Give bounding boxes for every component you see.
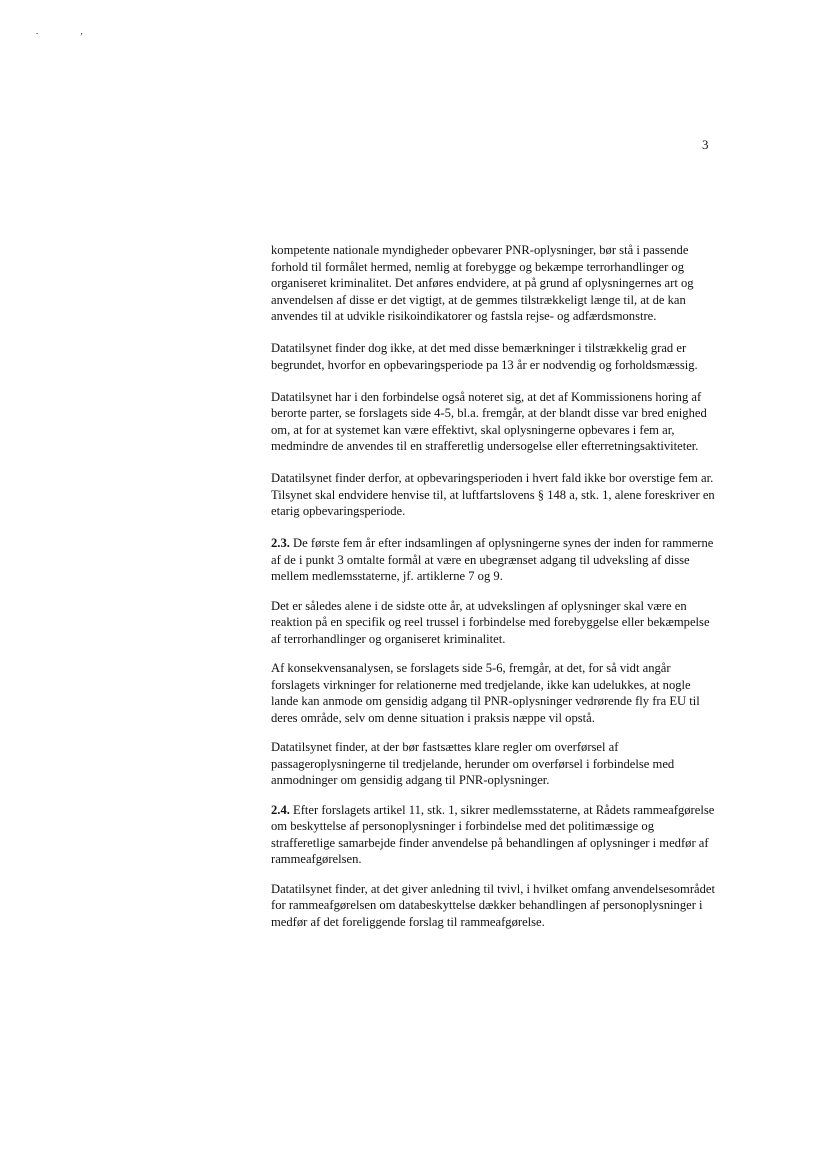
section-number-2-3: 2.3. [271, 536, 290, 550]
paragraph-8: Datatilsynet finder, at der bør fastsættes klare regler om overførsel af passageroplysningerne til tredjelande, herunder om overførsel i forbindelse med anmodninger om gensidig adgang til PNR-oplysninger. [271, 740, 675, 787]
paragraph-1: kompetente nationale myndigheder opbevarer PNR-oplysninger, bør stå i passende forhold til formålet hermed, nemlig at forebygge og bekæmpe terrorhandlinger og organiseret kriminalitet. Det anføres endvidere, at på grund af oplysningernes art og anvendelsen af disse er det vigtigt, at de gemmes tilstrækkeligt længe til, at de kan anvendes til at udvikle risikoindikatorer og fastsla rejse- og adfærdsmonstre. [271, 243, 694, 323]
paragraph-9 [271, 802, 715, 868]
corner-marks: . , [36, 26, 103, 36]
paragraph-10: Datatilsynet finder, at det giver anledning til tvivl, i hvilket omfang anvendelsesområdet for rammeafgørelsen om databeskyttelse dækker behandlingen af personoplysninger i medfør af det foreliggende forslag til rammeafgørelse. [271, 881, 716, 929]
paragraph-5 [271, 535, 715, 585]
paragraph-5-text: De første fem år efter indsamlingen af oplysningerne synes der inden for rammerne af de i punkt 3 omtalte formål at være en ubegrænset adgang til udveksling af disse mellem medlemsstaterne, jf. artiklerne 7 og 9. [271, 536, 714, 583]
paragraph-4: Datatilsynet finder derfor, at opbevaringsperioden i hvert fald ikke bor overstige fem ar. Tilsynet skal endvidere henvise til, at luftfartslovens § 148 a, stk. 1, alene foreskriver en etarig opbevaringsperiode. [271, 471, 715, 518]
paragraph-2: Datatilsynet finder dog ikke, at det med disse bemærkninger i tilstrækkelig grad er begrundet, hvorfor en opbevaringsperiode pa 13 år er nodvendig og forholdsmæssig. [271, 341, 698, 372]
section-number-2-4: 2.4. [271, 802, 290, 817]
paragraph-6: Det er således alene i de sidste otte år, at udvekslingen af oplysninger skal være en reaktion på en specifik og reel trussel i forbindelse med forebyggelse eller bekæmpelse af terrorhandlinger og organiseret kriminalitet. [271, 598, 710, 646]
page-number: 3 [702, 137, 709, 152]
document-body [271, 242, 715, 946]
paragraph-3: Datatilsynet har i den forbindelse også noteret sig, at det af Kommissionens horing af berorte parter, se forslagets side 4-5, bl.a. fremgår, at der blandt disse var bred enighed om, at for at systemet kan være effektivt, skal oplysningerne opbevares i fem ar, medmindre de anvendes til en strafferetlig undersogelse eller efterretningsaktiviteter. [271, 389, 707, 453]
paragraph-9-text: Efter forslagets artikel 11, stk. 1, sikrer medlemsstaterne, at Rådets rammeafgørelse om beskyttelse af personoplysninger i forbindelse med det politimæssige og strafferetlige samarbejde finder anvendelse på behandlingen af oplysninger i medfør af rammeafgørelsen. [271, 802, 715, 866]
paragraph-7: Af konsekvensanalysen, se forslagets side 5-6, fremgår, at det, for så vidt angår forslagets virkninger for relationerne med tredjelande, ikke kan udelukkes, at nogle lande kan anmode om gensidig adgang til PNR-oplysninger vedrørende fly fra EU til deres område, selv om denne situation i praksis næppe vil opstå. [271, 661, 700, 725]
